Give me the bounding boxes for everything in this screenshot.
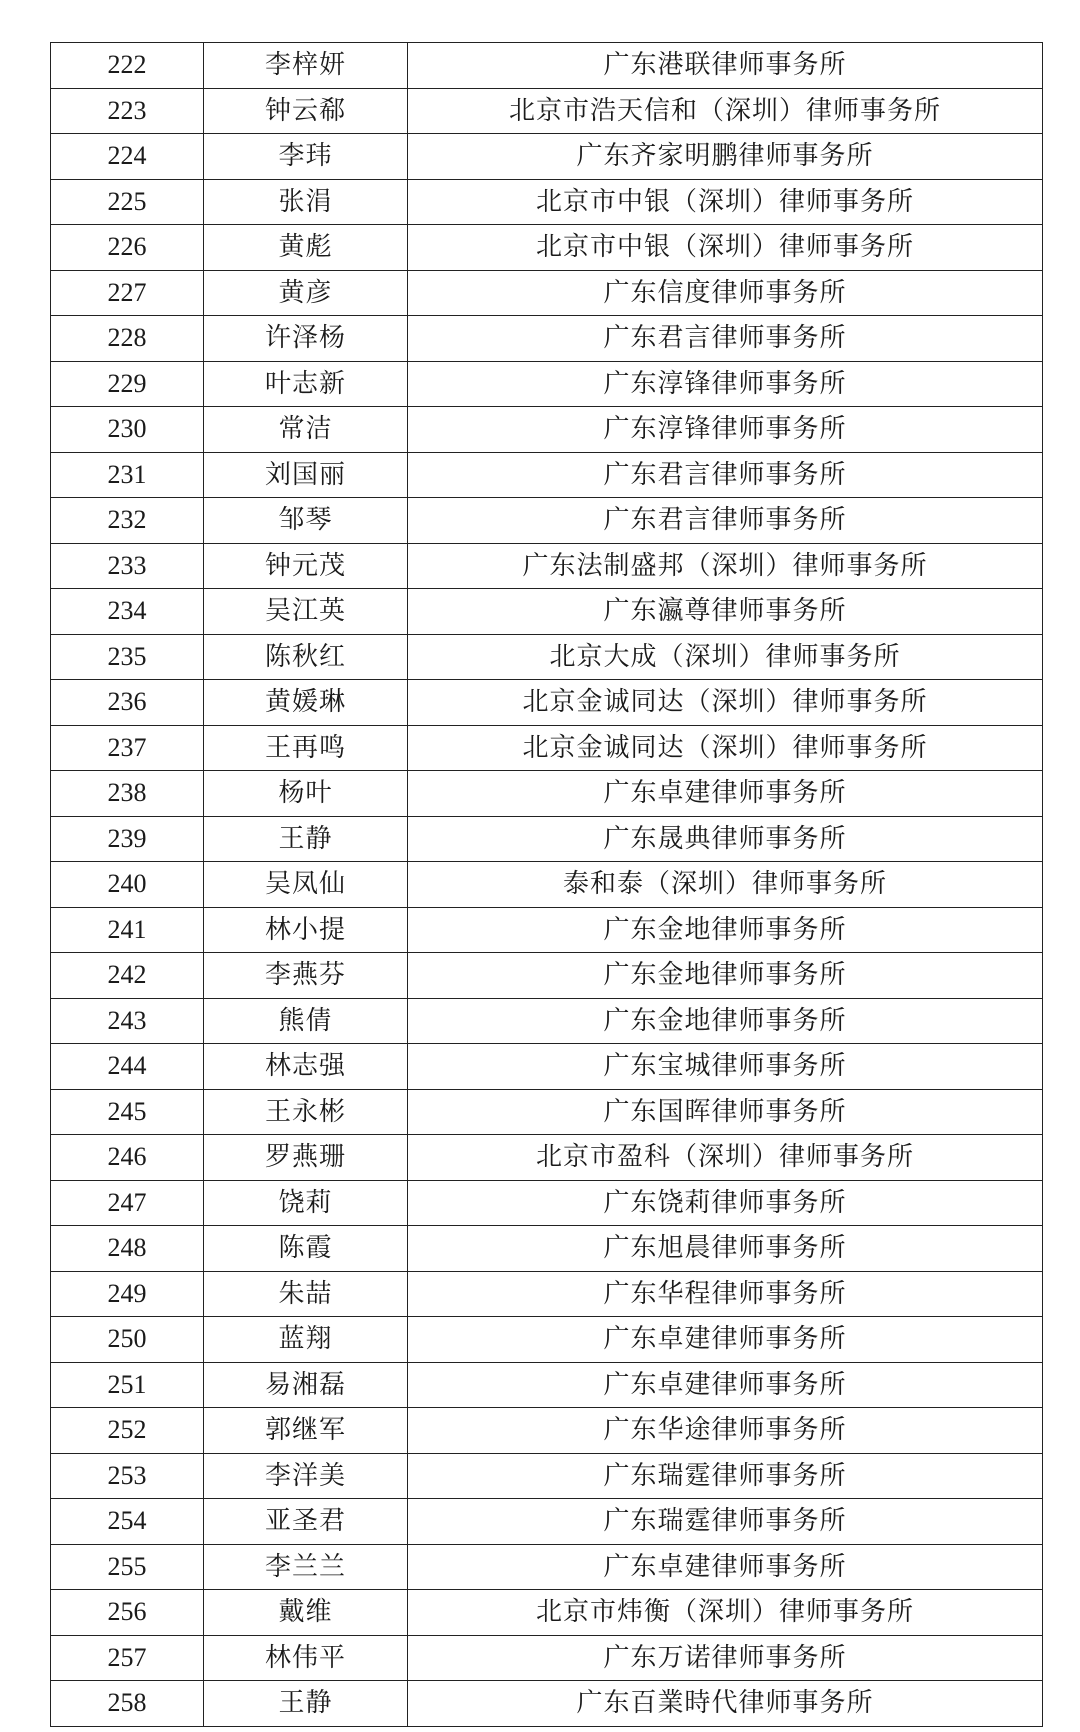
table-row — [51, 1362, 1043, 1408]
table-row — [51, 1681, 1043, 1727]
table-row — [51, 1271, 1043, 1317]
table-row — [51, 1590, 1043, 1636]
law-firm-cell: 广东华途律师事务所 — [408, 1408, 1043, 1454]
table-body — [51, 43, 1043, 1727]
table-row — [51, 134, 1043, 180]
law-firm-cell: 广东淳锋律师事务所 — [408, 407, 1043, 453]
row-number-cell: 253 — [51, 1453, 204, 1499]
law-firm-cell: 广东卓建律师事务所 — [408, 1544, 1043, 1590]
lawyer-name-cell: 刘国丽 — [204, 452, 408, 498]
law-firm-cell: 北京市中银（深圳）律师事务所 — [408, 179, 1043, 225]
row-number-cell: 222 — [51, 43, 204, 89]
table-row — [51, 270, 1043, 316]
row-number-cell: 233 — [51, 543, 204, 589]
row-number-cell: 236 — [51, 680, 204, 726]
row-number-cell: 227 — [51, 270, 204, 316]
table-row — [51, 1226, 1043, 1272]
lawyer-list-table — [50, 42, 1043, 1727]
lawyer-name-cell: 王永彬 — [204, 1089, 408, 1135]
lawyer-name-cell: 陈秋红 — [204, 634, 408, 680]
lawyer-name-cell: 陈霞 — [204, 1226, 408, 1272]
table-row — [51, 1089, 1043, 1135]
lawyer-name-cell: 李玮 — [204, 134, 408, 180]
law-firm-cell: 北京市盈科（深圳）律师事务所 — [408, 1135, 1043, 1181]
lawyer-name-cell: 亚圣君 — [204, 1499, 408, 1545]
table-row — [51, 1453, 1043, 1499]
law-firm-cell: 广东瑞霆律师事务所 — [408, 1499, 1043, 1545]
law-firm-cell: 广东金地律师事务所 — [408, 953, 1043, 999]
table-row — [51, 543, 1043, 589]
table-row — [51, 1180, 1043, 1226]
table-row — [51, 316, 1043, 362]
law-firm-cell: 泰和泰（深圳）律师事务所 — [408, 862, 1043, 908]
table-row — [51, 498, 1043, 544]
row-number-cell: 223 — [51, 88, 204, 134]
table-row — [51, 452, 1043, 498]
row-number-cell: 250 — [51, 1317, 204, 1363]
table-row — [51, 725, 1043, 771]
table-row — [51, 862, 1043, 908]
law-firm-cell: 广东宝城律师事务所 — [408, 1044, 1043, 1090]
row-number-cell: 258 — [51, 1681, 204, 1727]
law-firm-cell: 广东君言律师事务所 — [408, 452, 1043, 498]
law-firm-cell: 北京市炜衡（深圳）律师事务所 — [408, 1590, 1043, 1636]
row-number-cell: 226 — [51, 225, 204, 271]
law-firm-cell: 广东国晖律师事务所 — [408, 1089, 1043, 1135]
law-firm-cell: 广东信度律师事务所 — [408, 270, 1043, 316]
lawyer-name-cell: 李兰兰 — [204, 1544, 408, 1590]
table-row — [51, 361, 1043, 407]
document-page — [50, 42, 1042, 1727]
table-row — [51, 1499, 1043, 1545]
row-number-cell: 241 — [51, 907, 204, 953]
law-firm-cell: 北京金诚同达（深圳）律师事务所 — [408, 725, 1043, 771]
law-firm-cell: 北京市浩天信和（深圳）律师事务所 — [408, 88, 1043, 134]
lawyer-name-cell: 王静 — [204, 816, 408, 862]
lawyer-name-cell: 常洁 — [204, 407, 408, 453]
law-firm-cell: 广东君言律师事务所 — [408, 498, 1043, 544]
law-firm-cell: 广东法制盛邦（深圳）律师事务所 — [408, 543, 1043, 589]
law-firm-cell: 广东君言律师事务所 — [408, 316, 1043, 362]
row-number-cell: 240 — [51, 862, 204, 908]
table-row — [51, 1044, 1043, 1090]
law-firm-cell: 广东卓建律师事务所 — [408, 1317, 1043, 1363]
law-firm-cell: 广东瑞霆律师事务所 — [408, 1453, 1043, 1499]
row-number-cell: 255 — [51, 1544, 204, 1590]
table-row — [51, 43, 1043, 89]
row-number-cell: 225 — [51, 179, 204, 225]
lawyer-name-cell: 饶莉 — [204, 1180, 408, 1226]
table-row — [51, 998, 1043, 1044]
table-row — [51, 953, 1043, 999]
row-number-cell: 244 — [51, 1044, 204, 1090]
table-row — [51, 1408, 1043, 1454]
table-row — [51, 225, 1043, 271]
law-firm-cell: 广东饶莉律师事务所 — [408, 1180, 1043, 1226]
row-number-cell: 247 — [51, 1180, 204, 1226]
lawyer-name-cell: 王再鸣 — [204, 725, 408, 771]
lawyer-name-cell: 杨叶 — [204, 771, 408, 817]
law-firm-cell: 广东金地律师事务所 — [408, 907, 1043, 953]
law-firm-cell: 广东瀛尊律师事务所 — [408, 589, 1043, 635]
lawyer-name-cell: 蓝翔 — [204, 1317, 408, 1363]
table-row — [51, 179, 1043, 225]
lawyer-name-cell: 朱喆 — [204, 1271, 408, 1317]
lawyer-name-cell: 戴维 — [204, 1590, 408, 1636]
law-firm-cell: 广东淳锋律师事务所 — [408, 361, 1043, 407]
row-number-cell: 257 — [51, 1635, 204, 1681]
row-number-cell: 232 — [51, 498, 204, 544]
row-number-cell: 230 — [51, 407, 204, 453]
row-number-cell: 235 — [51, 634, 204, 680]
row-number-cell: 249 — [51, 1271, 204, 1317]
table-row — [51, 680, 1043, 726]
table-row — [51, 907, 1043, 953]
table-row — [51, 771, 1043, 817]
row-number-cell: 254 — [51, 1499, 204, 1545]
row-number-cell: 231 — [51, 452, 204, 498]
row-number-cell: 245 — [51, 1089, 204, 1135]
lawyer-name-cell: 邹琴 — [204, 498, 408, 544]
row-number-cell: 224 — [51, 134, 204, 180]
law-firm-cell: 广东晟典律师事务所 — [408, 816, 1043, 862]
table-row — [51, 1135, 1043, 1181]
lawyer-name-cell: 钟元茂 — [204, 543, 408, 589]
lawyer-name-cell: 罗燕珊 — [204, 1135, 408, 1181]
lawyer-name-cell: 吴凤仙 — [204, 862, 408, 908]
table-row — [51, 634, 1043, 680]
row-number-cell: 228 — [51, 316, 204, 362]
lawyer-name-cell: 李洋美 — [204, 1453, 408, 1499]
lawyer-name-cell: 吴江英 — [204, 589, 408, 635]
lawyer-name-cell: 郭继军 — [204, 1408, 408, 1454]
row-number-cell: 251 — [51, 1362, 204, 1408]
lawyer-name-cell: 林伟平 — [204, 1635, 408, 1681]
law-firm-cell: 广东百業時代律师事务所 — [408, 1681, 1043, 1727]
law-firm-cell: 北京市中银（深圳）律师事务所 — [408, 225, 1043, 271]
table-row — [51, 88, 1043, 134]
lawyer-name-cell: 许泽杨 — [204, 316, 408, 362]
lawyer-name-cell: 黄彦 — [204, 270, 408, 316]
row-number-cell: 234 — [51, 589, 204, 635]
lawyer-name-cell: 李燕芬 — [204, 953, 408, 999]
lawyer-name-cell: 易湘磊 — [204, 1362, 408, 1408]
law-firm-cell: 广东华程律师事务所 — [408, 1271, 1043, 1317]
lawyer-name-cell: 钟云郗 — [204, 88, 408, 134]
row-number-cell: 243 — [51, 998, 204, 1044]
table-row — [51, 816, 1043, 862]
row-number-cell: 237 — [51, 725, 204, 771]
row-number-cell: 256 — [51, 1590, 204, 1636]
lawyer-name-cell: 熊倩 — [204, 998, 408, 1044]
table-row — [51, 1317, 1043, 1363]
table-row — [51, 589, 1043, 635]
law-firm-cell: 广东万诺律师事务所 — [408, 1635, 1043, 1681]
row-number-cell: 238 — [51, 771, 204, 817]
law-firm-cell: 广东金地律师事务所 — [408, 998, 1043, 1044]
law-firm-cell: 广东卓建律师事务所 — [408, 771, 1043, 817]
row-number-cell: 242 — [51, 953, 204, 999]
lawyer-name-cell: 叶志新 — [204, 361, 408, 407]
row-number-cell: 248 — [51, 1226, 204, 1272]
law-firm-cell: 北京金诚同达（深圳）律师事务所 — [408, 680, 1043, 726]
row-number-cell: 229 — [51, 361, 204, 407]
row-number-cell: 246 — [51, 1135, 204, 1181]
row-number-cell: 239 — [51, 816, 204, 862]
lawyer-name-cell: 林小提 — [204, 907, 408, 953]
lawyer-name-cell: 林志强 — [204, 1044, 408, 1090]
law-firm-cell: 广东旭晨律师事务所 — [408, 1226, 1043, 1272]
row-number-cell: 252 — [51, 1408, 204, 1454]
lawyer-name-cell: 黄媛琳 — [204, 680, 408, 726]
lawyer-name-cell: 张涓 — [204, 179, 408, 225]
table-row — [51, 1635, 1043, 1681]
table-row — [51, 1544, 1043, 1590]
law-firm-cell: 北京大成（深圳）律师事务所 — [408, 634, 1043, 680]
lawyer-name-cell: 黄彪 — [204, 225, 408, 271]
lawyer-name-cell: 李梓妍 — [204, 43, 408, 89]
table-row — [51, 407, 1043, 453]
law-firm-cell: 广东卓建律师事务所 — [408, 1362, 1043, 1408]
lawyer-name-cell: 王静 — [204, 1681, 408, 1727]
law-firm-cell: 广东齐家明鹏律师事务所 — [408, 134, 1043, 180]
law-firm-cell: 广东港联律师事务所 — [408, 43, 1043, 89]
